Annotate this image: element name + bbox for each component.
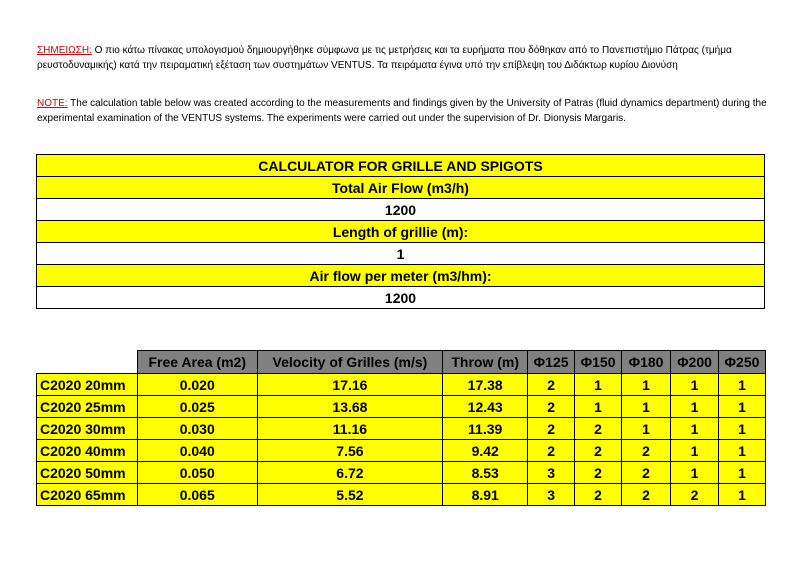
- cell-free-area: 0.025: [137, 396, 257, 418]
- cell-free-area: 0.020: [137, 374, 257, 396]
- cell-velocity: 6.72: [257, 462, 443, 484]
- cell-free-area: 0.030: [137, 418, 257, 440]
- row-name: C2020 65mm: [37, 484, 138, 506]
- header-phi125: Φ125: [528, 351, 575, 374]
- results-table: [36, 350, 766, 506]
- english-note-text: The calculation table below was created according to the measurements and findings given by the University of Patras (fluid dynamics department) during the experimental examination of the VENTUS systems. The experiments were carried out under the supervision of Dr. Dionysis Margaris.: [37, 98, 767, 124]
- cell-velocity: 5.52: [257, 484, 443, 506]
- english-note-label: NOTE:: [37, 98, 68, 109]
- cell-phi150: 2: [575, 440, 622, 462]
- cell-phi125: 3: [528, 484, 575, 506]
- total-air-flow-label: Total Air Flow (m3/h): [37, 177, 765, 199]
- cell-phi150: 1: [575, 396, 622, 418]
- cell-velocity: 11.16: [257, 418, 443, 440]
- cell-throw: 17.38: [443, 374, 528, 396]
- results-header-row: [37, 351, 766, 374]
- row-name: C2020 25mm: [37, 396, 138, 418]
- cell-phi125: 2: [528, 374, 575, 396]
- row-name: C2020 40mm: [37, 440, 138, 462]
- table-row: [37, 462, 766, 484]
- cell-phi150: 2: [575, 484, 622, 506]
- cell-throw: 8.91: [443, 484, 528, 506]
- cell-throw: 9.42: [443, 440, 528, 462]
- cell-phi250: 1: [718, 396, 765, 418]
- row-name: C2020 50mm: [37, 462, 138, 484]
- cell-throw: 12.43: [443, 396, 528, 418]
- cell-throw: 8.53: [443, 462, 528, 484]
- table-row: [37, 396, 766, 418]
- air-flow-per-meter-value: 1200: [37, 287, 765, 309]
- cell-phi180: 1: [622, 374, 671, 396]
- table-row: [37, 440, 766, 462]
- row-name: C2020 20mm: [37, 374, 138, 396]
- table-row: [37, 374, 766, 396]
- cell-phi250: 1: [718, 418, 765, 440]
- header-velocity: Velocity of Grilles (m/s): [257, 351, 443, 374]
- english-note: [37, 96, 777, 126]
- length-label: Length of grillie (m):: [37, 221, 765, 243]
- cell-phi200: 1: [671, 440, 719, 462]
- cell-free-area: 0.065: [137, 484, 257, 506]
- cell-phi150: 2: [575, 462, 622, 484]
- cell-free-area: 0.050: [137, 462, 257, 484]
- cell-phi200: 1: [671, 374, 719, 396]
- header-phi250: Φ250: [718, 351, 765, 374]
- cell-phi180: 2: [622, 440, 671, 462]
- header-phi180: Φ180: [622, 351, 671, 374]
- cell-phi150: 1: [575, 374, 622, 396]
- cell-phi180: 2: [622, 462, 671, 484]
- header-throw: Throw (m): [443, 351, 528, 374]
- cell-phi125: 2: [528, 418, 575, 440]
- calculator-title: CALCULATOR FOR GRILLE AND SPIGOTS: [37, 155, 765, 177]
- air-flow-per-meter-label: Air flow per meter (m3/hm):: [37, 265, 765, 287]
- cell-phi200: 1: [671, 396, 719, 418]
- cell-phi180: 2: [622, 484, 671, 506]
- cell-phi180: 1: [622, 396, 671, 418]
- greek-note-label: ΣΗΜΕΙΩΣΗ:: [37, 45, 92, 56]
- row-name: C2020 30mm: [37, 418, 138, 440]
- header-free-area: Free Area (m2): [137, 351, 257, 374]
- cell-phi125: 2: [528, 396, 575, 418]
- calculator-table: [36, 154, 765, 309]
- table-row: [37, 418, 766, 440]
- table-row: [37, 484, 766, 506]
- header-corner: [37, 351, 138, 374]
- cell-phi250: 1: [718, 484, 765, 506]
- cell-phi250: 1: [718, 374, 765, 396]
- total-air-flow-value[interactable]: 1200: [37, 199, 765, 221]
- cell-phi200: 2: [671, 484, 719, 506]
- cell-phi150: 2: [575, 418, 622, 440]
- length-value[interactable]: 1: [37, 243, 765, 265]
- header-phi150: Φ150: [575, 351, 622, 374]
- cell-velocity: 17.16: [257, 374, 443, 396]
- cell-throw: 11.39: [443, 418, 528, 440]
- cell-free-area: 0.040: [137, 440, 257, 462]
- cell-velocity: 13.68: [257, 396, 443, 418]
- greek-note-text: Ο πιο κάτω πίνακας υπολογισμού δημιουργήθηκε σύμφωνα με τις μετρήσεις και τα ευρήματα που δόθηκαν από το Πανεπιστήμιο Πάτρας (τμήμα ρευστοδυναμικής) κατά την πειραματική εξέταση των συστημάτων VENTUS. Τα πειράματα έγινα υπό την επίβλεψη του Διδάκτωρ κυρίου Διονύση: [37, 45, 732, 71]
- cell-phi180: 1: [622, 418, 671, 440]
- greek-note: [37, 43, 777, 73]
- header-phi200: Φ200: [671, 351, 719, 374]
- cell-phi250: 1: [718, 440, 765, 462]
- cell-phi250: 1: [718, 462, 765, 484]
- cell-phi200: 1: [671, 462, 719, 484]
- cell-phi125: 2: [528, 440, 575, 462]
- cell-velocity: 7.56: [257, 440, 443, 462]
- cell-phi125: 3: [528, 462, 575, 484]
- cell-phi200: 1: [671, 418, 719, 440]
